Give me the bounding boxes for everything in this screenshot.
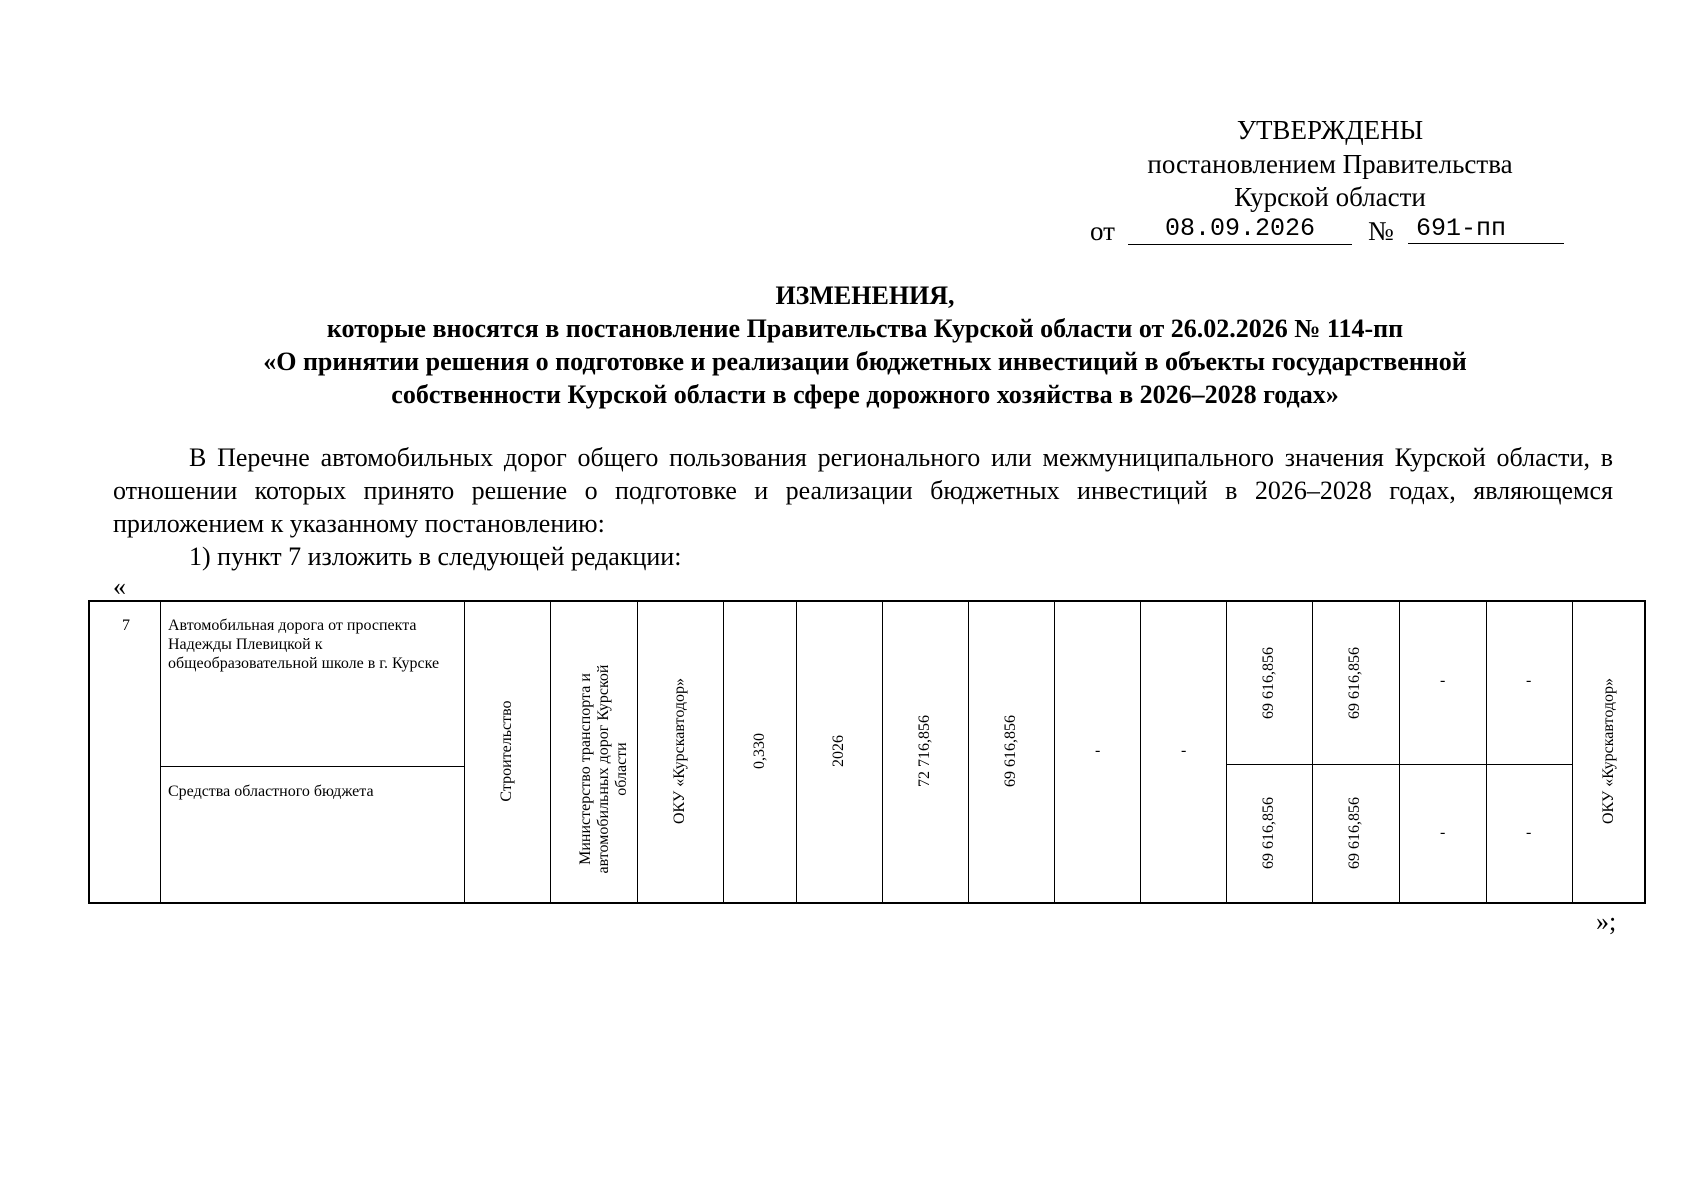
- approval-title: УТВЕРЖДЕНЫ: [1236, 115, 1424, 145]
- col-divider: [637, 602, 638, 902]
- col-divider: [796, 602, 797, 902]
- empty-dash: -: [1181, 742, 1187, 759]
- col-divider: [550, 602, 551, 902]
- open-quote: «: [113, 572, 126, 601]
- col-divider: [723, 602, 724, 902]
- col-divider: [1312, 602, 1313, 902]
- cost-bottom-2: 69 616,856: [1346, 797, 1363, 869]
- body-paragraph: В Перечне автомобильных дорог общего пользования регионального или межмуниципального значения Курской области, в отношении которых принято решение о подготовке и реализации бюджетных инвестиций в 2026–2028 годах, являющемся приложением к указанному постановлению:: [113, 443, 1613, 538]
- length-km: 0,330: [751, 733, 768, 769]
- close-quote: »;: [1596, 907, 1617, 936]
- body-item1: 1) пункт 7 изложить в следующей редакции:: [189, 542, 682, 571]
- total-cost: 72 716,856: [916, 715, 933, 787]
- cost-value: 69 616,856: [1002, 715, 1019, 787]
- heading-line1: которые вносятся в постановление Правительства Курской области от 26.02.2026 № 114-пп: [326, 314, 1404, 343]
- approval-line1: постановлением Правительства: [1147, 149, 1513, 179]
- empty-dash: -: [1095, 742, 1101, 759]
- ministry: Министерство транспорта и автомобильных дорог Курской области: [577, 664, 630, 874]
- object-name: Автомобильная дорога от проспекта Надежды Плевицкой к общеобразовательной школе в г. Курске: [168, 617, 440, 672]
- empty-dash: -: [1526, 824, 1532, 841]
- changes-table: [88, 600, 1646, 904]
- row-number: 7: [122, 617, 130, 634]
- row-divider: [160, 766, 464, 767]
- col-divider: [1572, 602, 1573, 902]
- col-divider: [1399, 602, 1400, 902]
- document-title: ИЗМЕНЕНИЯ,: [775, 281, 955, 310]
- col-divider: [1140, 602, 1141, 902]
- approval-date-row: [1090, 214, 1570, 250]
- approval-line2: Курской области: [1234, 182, 1426, 212]
- col-divider: [1054, 602, 1055, 902]
- empty-dash: -: [1440, 824, 1446, 841]
- work-type: Строительство: [498, 700, 515, 802]
- col-divider: [160, 602, 161, 902]
- empty-dash: -: [1440, 672, 1446, 689]
- col-divider: [1486, 602, 1487, 902]
- year: 2026: [830, 735, 847, 767]
- col-divider: [464, 602, 465, 902]
- cost-bottom-1: 69 616,856: [1260, 797, 1277, 869]
- empty-dash: -: [1526, 672, 1532, 689]
- customer: ОКУ «Курскавтодор»: [671, 677, 688, 825]
- developer: ОКУ «Курскавтодор»: [1600, 677, 1617, 825]
- cost-top-1: 69 616,856: [1260, 647, 1277, 719]
- cost-top-2: 69 616,856: [1346, 647, 1363, 719]
- heading-line3: собственности Курской области в сфере дорожного хозяйства в 2026–2028 годах»: [391, 380, 1339, 409]
- approval-date: 08.09.2026: [1128, 214, 1352, 245]
- approval-number: 691-пп: [1408, 214, 1564, 244]
- number-label: №: [1368, 216, 1394, 246]
- col-divider: [882, 602, 883, 902]
- col-divider: [968, 602, 969, 902]
- date-label: от: [1090, 216, 1115, 246]
- col-divider: [1226, 602, 1227, 902]
- heading-line2: «О принятии решения о подготовке и реализации бюджетных инвестиций в объекты государственной: [263, 347, 1467, 376]
- funding-source: Средства областного бюджета: [168, 783, 374, 800]
